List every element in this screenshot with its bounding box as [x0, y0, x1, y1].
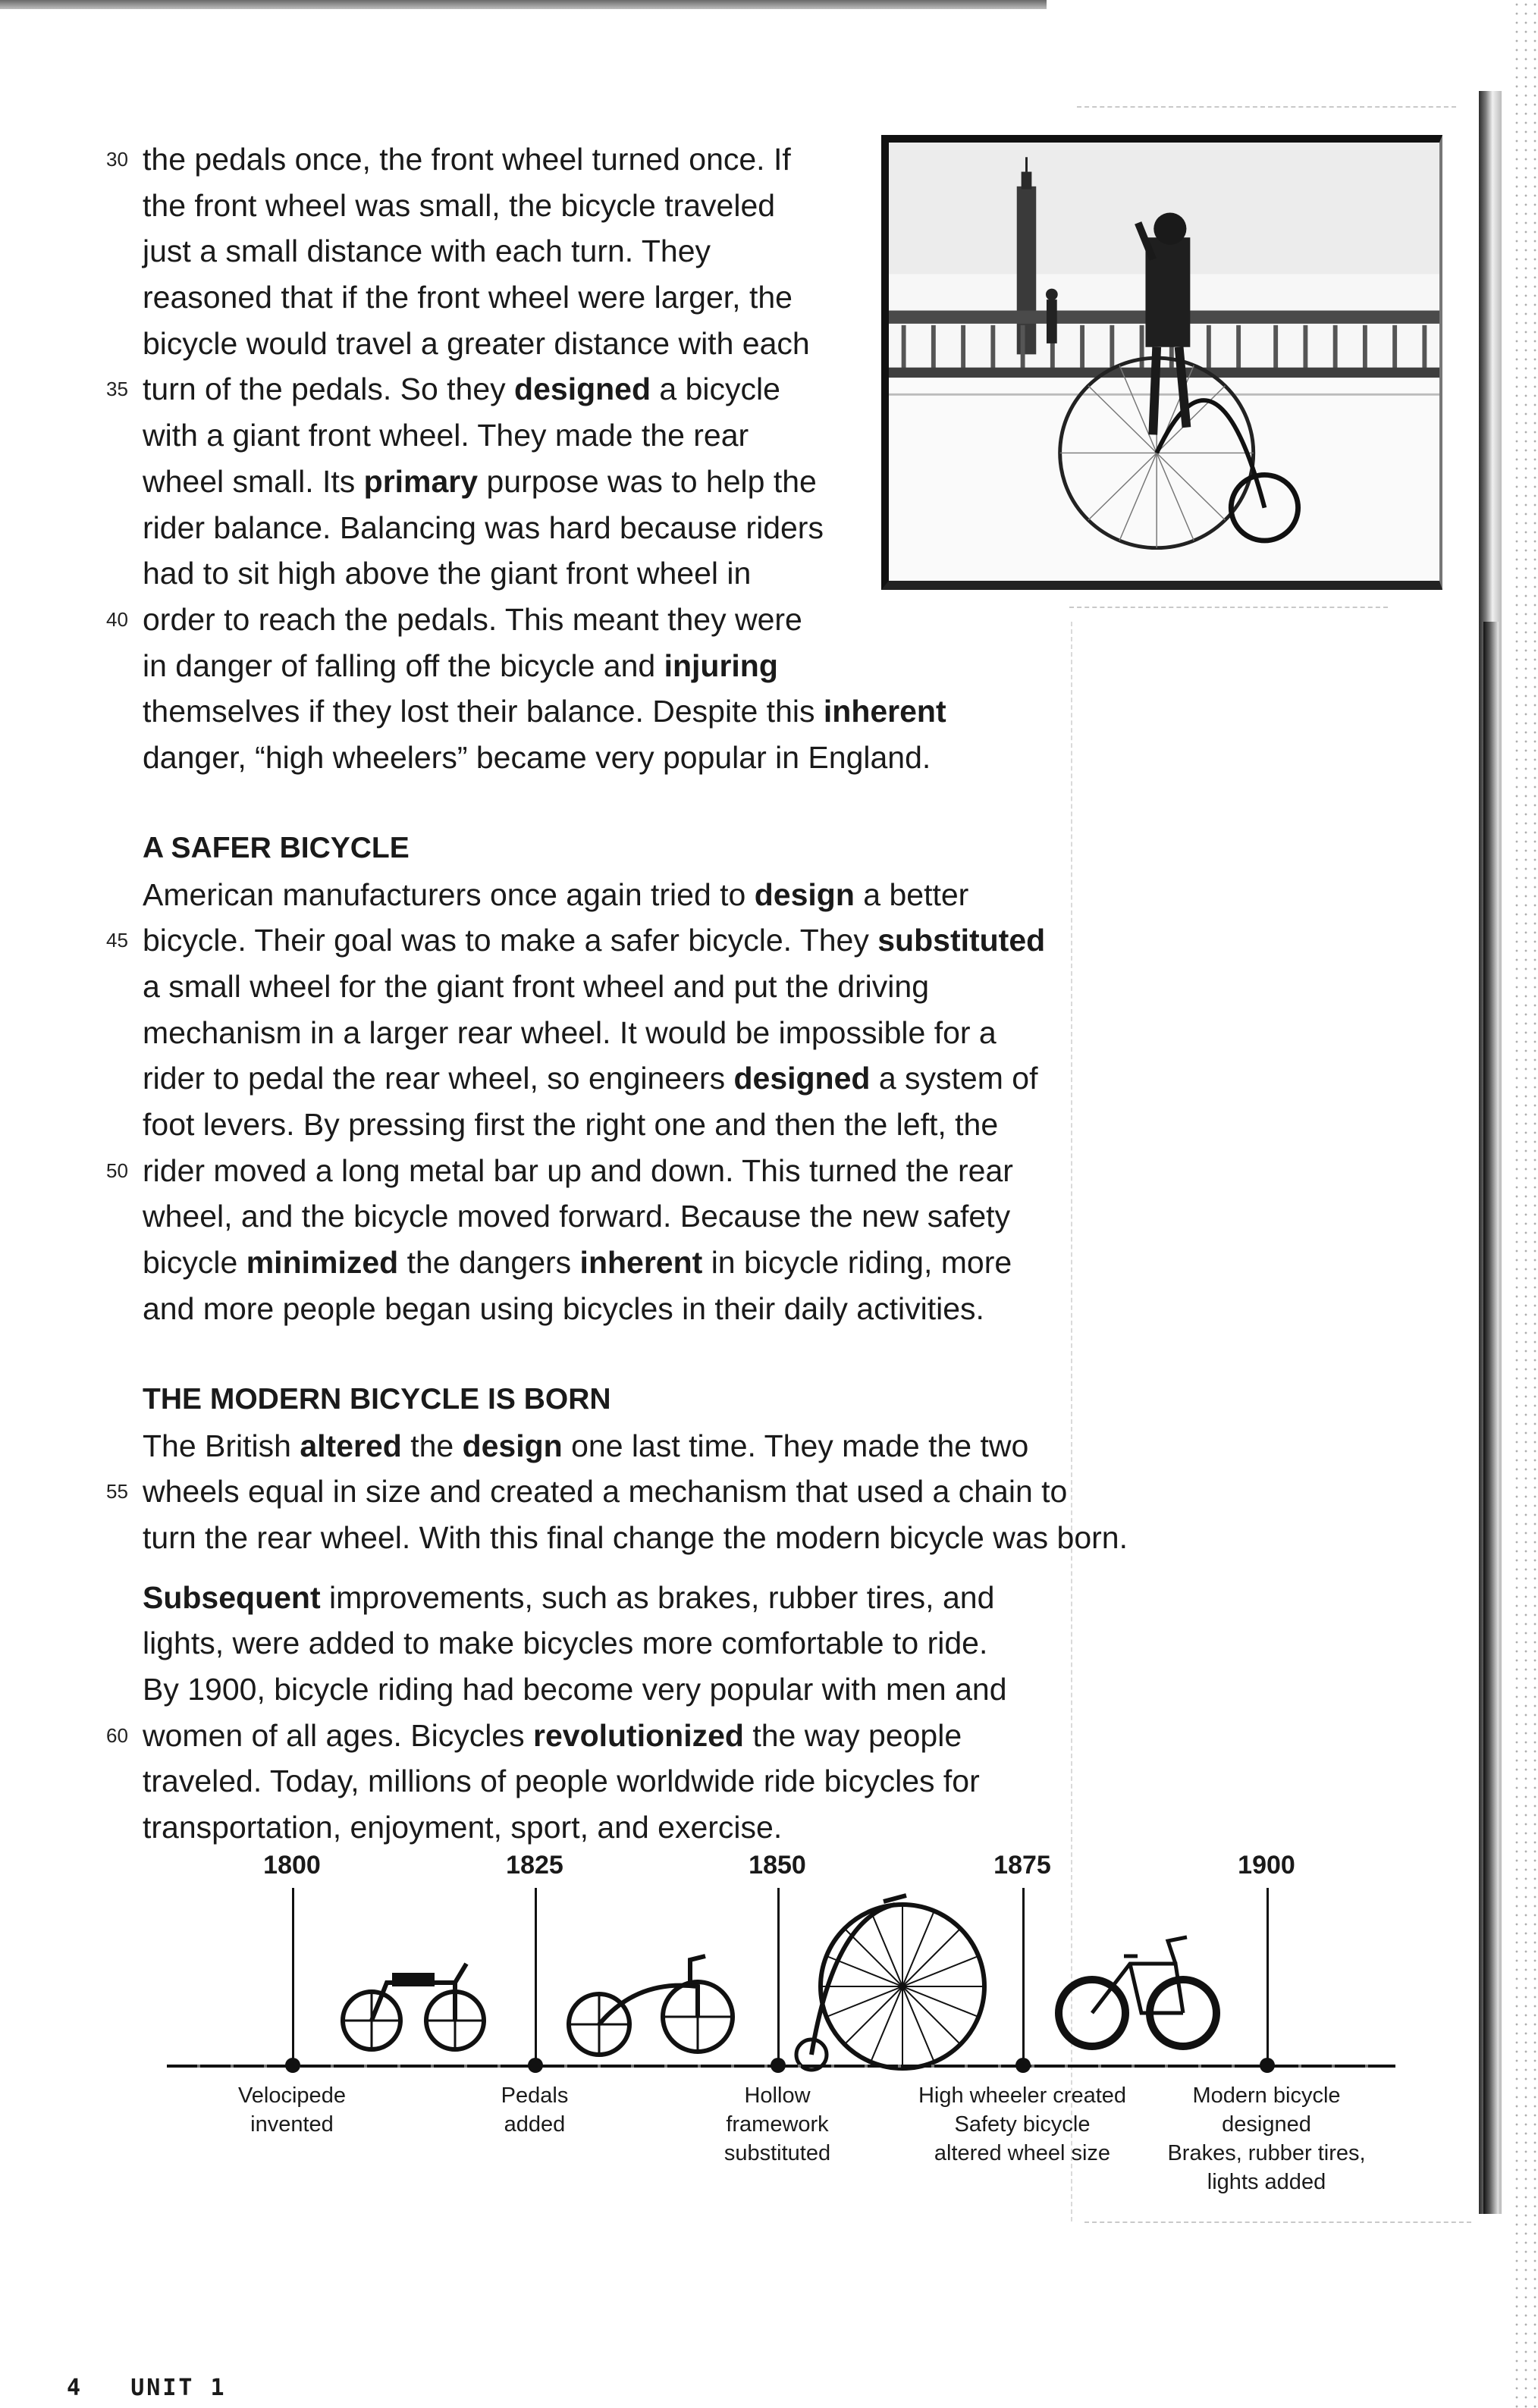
vocabulary-word: substituted	[877, 923, 1046, 958]
text-line	[106, 1469, 1068, 1515]
text-line	[106, 228, 1062, 274]
text-segment: improvements, such as brakes, rubber tires, and	[320, 1579, 995, 1615]
text-segment: just a small distance with each turn. They	[143, 234, 711, 269]
text-line	[106, 1515, 1128, 1561]
text-segment: in bicycle riding, more	[702, 1245, 1012, 1281]
text-segment: order to reach the pedals. This meant they were	[143, 601, 802, 637]
timeline-tick	[777, 1888, 780, 2064]
text-line	[106, 872, 1062, 918]
timeline-label-line: Safety bicycle	[954, 2112, 1091, 2137]
text-line	[106, 1758, 1062, 1804]
timeline-dot	[528, 2058, 543, 2073]
scan-edge-dots	[1512, 0, 1538, 2408]
text-line	[106, 1148, 1062, 1194]
text-segment: the way people	[743, 1717, 962, 1753]
text-line	[106, 505, 1062, 551]
timeline-label-line: altered wheel size	[934, 2141, 1111, 2165]
vocabulary-word: primary	[363, 463, 479, 499]
vocabulary-word: altered	[300, 1428, 402, 1463]
text-segment: purpose was to help the	[478, 463, 817, 499]
text-line	[106, 1804, 1062, 1851]
text-segment: bicycle	[143, 1245, 246, 1281]
text-line	[106, 1575, 1062, 1621]
text-line	[106, 321, 1062, 367]
timeline-label-line: High wheeler created	[918, 2083, 1127, 2108]
text-segment: a small wheel for the giant front wheel and put the driving	[143, 969, 929, 1004]
text-line	[106, 136, 1062, 183]
text-segment: rider moved a long metal bar up and down. This turned the rear	[143, 1152, 1013, 1188]
text-line	[106, 366, 1062, 412]
ghost-rule	[1077, 106, 1456, 108]
text-line	[106, 597, 1062, 643]
text-segment: turn the rear wheel. With this final change the modern bicycle was born.	[143, 1519, 1128, 1555]
text-segment: themselves if they lost their balance. Despite this	[143, 694, 824, 729]
paragraph-gap	[106, 1561, 1062, 1575]
line-number: 40	[106, 607, 128, 631]
vocabulary-word: designed	[514, 372, 651, 407]
text-segment: a bicycle	[651, 372, 780, 407]
timeline-tick	[292, 1888, 294, 2064]
text-segment: rider to pedal the rear wheel, so engineers	[143, 1061, 734, 1096]
text-line	[106, 1240, 1062, 1286]
timeline-label-line: Hollow	[744, 2083, 811, 2108]
timeline-dot	[285, 2058, 300, 2073]
text-segment: foot levers. By pressing first the right one and then the left, the	[143, 1107, 999, 1143]
text-segment: bicycle would travel a greater distance with each	[143, 325, 810, 361]
line-number: 35	[106, 378, 128, 401]
vocabulary-word: revolutionized	[533, 1717, 744, 1753]
vocabulary-word: injuring	[664, 647, 778, 683]
text-segment: women of all ages. Bicycles	[143, 1717, 534, 1753]
text-segment: lights, were added to make bicycles more comfortable to ride.	[143, 1626, 988, 1661]
text-segment: the	[401, 1428, 463, 1463]
section-gap	[106, 1332, 1062, 1376]
timeline-tick	[535, 1888, 537, 2064]
line-number: 30	[106, 148, 128, 171]
section-gap	[106, 781, 1062, 825]
text-segment: wheel small. Its	[143, 463, 364, 499]
timeline-year: 1825	[506, 1851, 563, 1880]
text-line	[106, 274, 1062, 321]
text-line	[106, 1010, 1062, 1056]
timeline-year: 1800	[263, 1851, 321, 1880]
text-line	[106, 183, 1062, 229]
section-body	[106, 1423, 1128, 1561]
text-segment: transportation, enjoyment, sport, and exercise.	[143, 1810, 783, 1845]
text-segment: one last time. They made the two	[562, 1428, 1029, 1463]
line-number: 45	[106, 929, 128, 952]
page-footer	[67, 2375, 227, 2401]
vocabulary-word: design	[754, 876, 855, 912]
text-line	[106, 1666, 1062, 1713]
text-line	[106, 412, 1062, 459]
timeline-label-line: framework	[726, 2112, 829, 2137]
timeline-tick	[1022, 1888, 1025, 2064]
text-segment: the pedals once, the front wheel turned once. If	[143, 142, 791, 177]
timeline-label-line: added	[504, 2112, 566, 2137]
ghost-rule	[1084, 2221, 1471, 2223]
text-line	[106, 917, 1062, 964]
text-segment: the dangers	[398, 1245, 580, 1281]
text-line	[106, 550, 1062, 597]
timeline-label	[1153, 2081, 1380, 2196]
text-segment: American manufacturers once again tried to	[143, 876, 755, 912]
text-segment: By 1900, bicycle riding had become very popular with men and	[143, 1671, 1007, 1707]
timeline-label	[909, 2081, 1136, 2168]
timeline-tick	[1266, 1888, 1269, 2064]
text-line	[106, 643, 1062, 689]
text-line	[106, 1423, 1062, 1469]
line-number: 60	[106, 1723, 128, 1747]
high-wheeler-icon	[796, 1895, 984, 2070]
text-line	[106, 688, 1062, 735]
text-line	[106, 459, 1062, 505]
text-segment: turn of the pedals. So they	[143, 372, 515, 407]
pedal-bicycle-icon	[569, 1956, 733, 2055]
vocabulary-word: designed	[733, 1061, 871, 1096]
text-segment: and more people began using bicycles in their daily activities.	[143, 1290, 984, 1326]
text-segment: danger, “high wheelers” became very popular in England.	[143, 739, 931, 775]
text-segment: rider balance. Balancing was hard because riders	[143, 510, 824, 545]
text-segment: had to sit high above the giant front wheel in	[143, 556, 752, 591]
velocipede-icon	[343, 1964, 484, 2049]
line-number: 55	[106, 1480, 128, 1503]
text-line	[106, 1713, 1062, 1759]
text-line	[106, 1055, 1062, 1102]
timeline-label-line: Velocipede	[238, 2083, 346, 2108]
section-heading: A SAFER BICYCLE	[143, 831, 410, 864]
text-segment: wheel, and the bicycle moved forward. Because the new safety	[143, 1199, 1011, 1234]
vocabulary-word: minimized	[246, 1245, 399, 1281]
line-number: 50	[106, 1159, 128, 1182]
timeline-label-line: Modern bicycle designed	[1192, 2083, 1341, 2137]
ghost-rule	[1069, 607, 1388, 608]
page-number: 4	[67, 2375, 83, 2401]
text-segment: the front wheel was small, the bicycle traveled	[143, 187, 776, 223]
timeline-year: 1850	[749, 1851, 806, 1880]
section-heading: THE MODERN BICYCLE IS BORN	[143, 1382, 611, 1416]
text-segment: bicycle. Their goal was to make a safer bicycle. They	[143, 923, 878, 958]
timeline-year: 1900	[1238, 1851, 1295, 1880]
article-sections	[106, 781, 1128, 1561]
timeline-label-line: substituted	[723, 2141, 831, 2165]
unit-label: UNIT 1	[130, 2375, 227, 2401]
timeline-label-line: Pedals	[501, 2083, 569, 2108]
safety-bicycle-icon	[1059, 1937, 1216, 2046]
text-segment: wheels equal in size and created a mechanism that used a chain to	[143, 1474, 1068, 1510]
text-segment: a system of	[870, 1061, 1038, 1096]
text-line	[106, 735, 1062, 781]
text-line	[106, 1193, 1062, 1240]
vocabulary-word: design	[462, 1428, 563, 1463]
vocabulary-word: inherent	[579, 1245, 703, 1281]
timeline-label-line: invented	[250, 2112, 334, 2137]
timeline-label	[664, 2081, 891, 2168]
timeline-year: 1875	[993, 1851, 1051, 1880]
vocabulary-word: Subsequent	[143, 1579, 321, 1615]
text-segment: with a giant front wheel. They made the rear	[143, 418, 749, 453]
text-segment: a better	[854, 876, 969, 912]
timeline-label	[421, 2081, 648, 2139]
paragraph	[106, 136, 1062, 781]
text-line	[106, 1286, 1062, 1332]
text-segment: in danger of falling off the bicycle and	[143, 647, 664, 683]
timeline-dot	[1015, 2058, 1031, 2073]
intro-paragraph	[106, 136, 1062, 781]
page-binding-edge	[1483, 622, 1499, 2214]
text-segment: traveled. Today, millions of people worldwide ride bicycles for	[143, 1764, 980, 1799]
vocabulary-word: inherent	[823, 694, 946, 729]
timeline-dot	[1260, 2058, 1275, 2073]
text-line	[106, 964, 1062, 1010]
text-segment: mechanism in a larger rear wheel. It would be impossible for a	[143, 1014, 997, 1050]
text-line	[106, 1102, 1062, 1148]
top-scan-band	[0, 0, 1047, 9]
text-segment: reasoned that if the front wheel were larger, the	[143, 280, 793, 315]
timeline-bicycles	[167, 1850, 1395, 2077]
closing-paragraph	[106, 1561, 1062, 1851]
timeline-label	[178, 2081, 406, 2139]
timeline-label-line: lights added	[1207, 2170, 1326, 2194]
timeline-label-line: Brakes, rubber tires,	[1167, 2141, 1366, 2165]
timeline-dot	[771, 2058, 786, 2073]
text-line	[106, 1620, 1062, 1666]
bicycle-timeline	[167, 1850, 1395, 2199]
section-body	[106, 872, 1062, 1332]
text-segment: The British	[143, 1428, 300, 1463]
article-body	[106, 136, 1128, 1851]
